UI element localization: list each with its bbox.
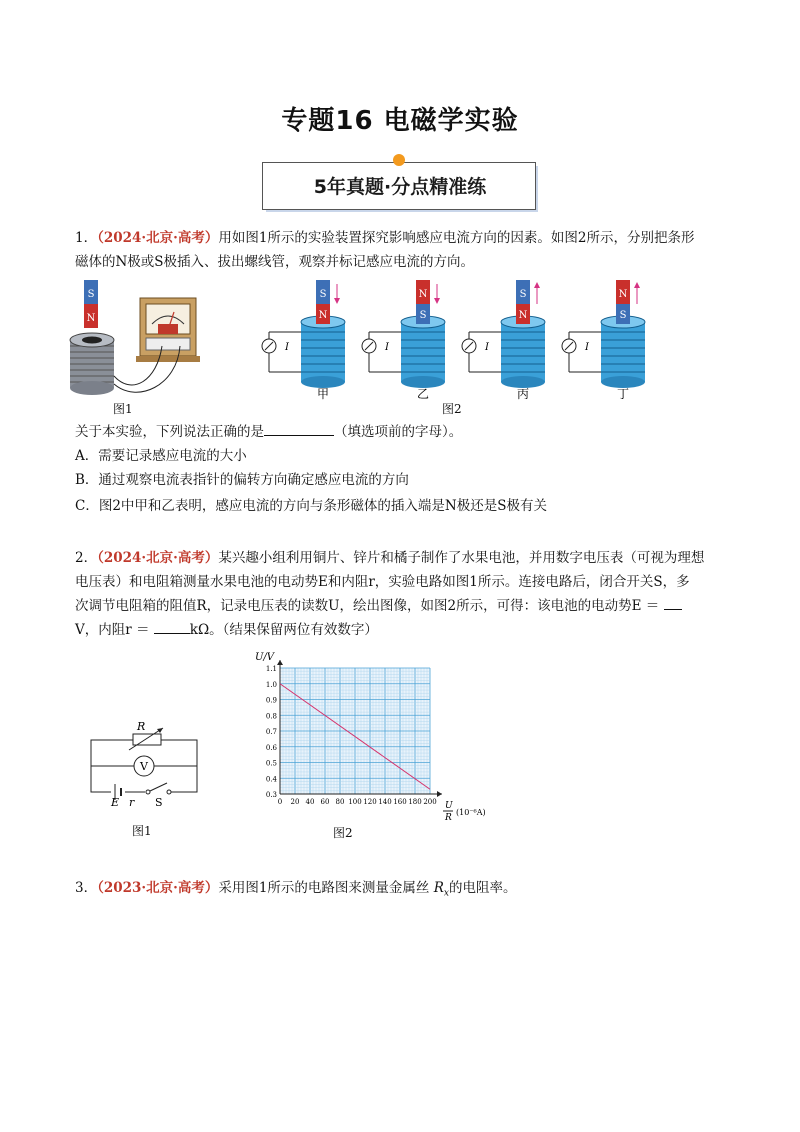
q1-stem <box>75 226 735 274</box>
yi-current-label: I <box>385 342 389 353</box>
q1-question-post: （填选项前的字母）。 <box>334 424 463 440</box>
y-tick-label: 0.5 <box>265 759 277 768</box>
q1-answer-blank[interactable] <box>264 421 334 436</box>
chart-ylabel: U/V <box>255 652 275 663</box>
banner-dot <box>393 154 405 166</box>
q2-fig1-caption: 图1 <box>132 824 152 838</box>
q2-text-line2: 电压表）和电阻箱测量水果电池的电动势E和内阻r，实验电路如图1所示。连接电路后，闭合开关S，多 <box>75 574 690 590</box>
fig1-magnet-s: S <box>87 289 95 300</box>
q1-figure2 <box>245 276 655 404</box>
label-jia: 甲 <box>317 387 330 401</box>
x-tick-label: 140 <box>378 798 392 806</box>
galvanometer <box>136 298 200 362</box>
x-axis-arrow <box>437 791 442 797</box>
q2-text-line4a: V，内阻r ＝ <box>75 622 150 638</box>
q2-resistance-blank[interactable] <box>154 619 190 634</box>
bing-current-label: I <box>485 342 489 353</box>
q1-question-pre: 关于本实验，下列说法正确的是 <box>75 424 264 440</box>
q3-stem <box>75 876 735 906</box>
x-tick-label: 120 <box>363 798 377 806</box>
label-ding: 丁 <box>617 387 630 401</box>
q1-fig1-caption: 图1 <box>113 402 133 416</box>
page-title: 专题16 电磁学实验 <box>281 106 519 136</box>
y-tick-label: 0.4 <box>265 775 277 784</box>
q2-text-line3: 次调节电阻箱的阻值R，记录电压表的读数U，绘出图像，如图2所示，可得：该电池的电动势E ＝ <box>75 598 660 614</box>
y-axis-arrow <box>277 660 283 665</box>
q3-source-tag: （2023·北京·高考） <box>97 880 219 896</box>
coil-bing <box>462 280 545 388</box>
yi-magnet-top: N <box>418 289 428 300</box>
x-tick-label: 100 <box>348 798 362 806</box>
y-tick-label: 1.0 <box>265 680 277 689</box>
x-tick-label: 60 <box>320 798 330 806</box>
q3-symbol-sub: x <box>443 888 449 899</box>
y-tick-label: 1.1 <box>265 665 277 673</box>
q1-source-tag: （2024·北京·高考） <box>97 230 219 246</box>
q2-circuit <box>85 716 215 808</box>
q1-text-line2: 磁体的N极或S极插入、拔出螺线管，观察并标记感应电流的方向。 <box>75 254 475 270</box>
label-r-box: R <box>137 720 146 733</box>
banner-text: 5年真题·分点精准练 <box>313 176 487 198</box>
q2-text-line1: 某兴趣小组利用铜片、锌片和橘子制作了水果电池，并用数字电压表（可视为理想 <box>218 550 705 566</box>
label-r-internal: r <box>129 796 135 808</box>
q2-number: 2． <box>75 550 98 566</box>
coil-ding <box>562 280 645 388</box>
coil-jia <box>262 280 345 388</box>
q1-number: 1． <box>75 230 98 246</box>
bar-magnet <box>84 280 98 328</box>
q3-text-pre: 采用图1所示的电路图来测量金属丝 <box>218 880 430 896</box>
fig1-magnet-n: N <box>86 313 96 324</box>
q2-fig2-caption: 图2 <box>333 826 353 840</box>
coil-yi <box>362 280 445 388</box>
q1-option-b: B．通过观察电流表指针的偏转方向确定感应电流的方向 <box>75 472 409 488</box>
q2-stem <box>75 546 735 642</box>
bing-magnet-bottom: N <box>518 310 528 321</box>
coil <box>70 333 114 395</box>
x-tick-label: 180 <box>408 798 422 806</box>
q2-chart <box>250 648 510 823</box>
q1-fig2-caption: 图2 <box>442 402 462 416</box>
resistor-box <box>133 734 161 745</box>
bing-magnet-top: S <box>519 289 527 300</box>
section-banner <box>262 162 538 212</box>
y-tick-label: 0.7 <box>265 728 277 736</box>
chart-xlabel-num: U <box>445 801 453 811</box>
q3-text-post: 的电阻率。 <box>448 880 517 896</box>
q2-text-line4b: kΩ。（结果保留两位有效数字） <box>189 622 378 638</box>
label-v: V <box>140 760 148 773</box>
q2-emf-blank[interactable] <box>664 595 682 610</box>
jia-magnet-top: S <box>319 289 327 300</box>
q1-option-c: C．图2中甲和乙表明，感应电流的方向与条形磁体的插入端是N极还是S极有关 <box>75 498 547 514</box>
y-tick-label: 0.6 <box>265 743 277 752</box>
q1-question <box>75 420 735 444</box>
chart-xlabel-den: R <box>445 813 452 823</box>
label-e: E <box>111 796 120 808</box>
y-tick-label: 0.8 <box>265 712 277 721</box>
x-tick-label: 40 <box>305 798 315 806</box>
ding-current-label: I <box>585 342 589 353</box>
x-tick-label: 160 <box>393 798 407 806</box>
x-tick-label: 200 <box>423 798 437 806</box>
chart-xlabel-unit: (10⁻⁶A) <box>456 808 486 817</box>
q1-figure1 <box>62 276 202 404</box>
q1-text-line1: 用如图1所示的实验装置探究影响感应电流方向的因素。如图2所示，分别把条形 <box>218 230 695 246</box>
q2-source-tag: （2024·北京·高考） <box>97 550 219 566</box>
y-tick-label: 0.3 <box>265 791 277 799</box>
label-yi: 乙 <box>417 387 430 401</box>
yi-magnet-bottom: S <box>419 310 427 321</box>
x-tick-label: 20 <box>290 798 300 806</box>
x-tick-label: 0 <box>277 798 283 806</box>
q3-symbol: R <box>433 880 444 896</box>
label-s: S <box>155 796 163 808</box>
jia-magnet-bottom: N <box>318 310 328 321</box>
y-tick-label: 0.9 <box>265 696 277 705</box>
q1-option-a: A．需要记录感应电流的大小 <box>75 448 247 464</box>
label-bing: 丙 <box>517 387 530 401</box>
jia-current-label: I <box>285 342 289 353</box>
q3-number: 3． <box>75 880 98 896</box>
chart-grid <box>280 668 430 794</box>
ding-magnet-top: N <box>618 289 628 300</box>
x-tick-label: 80 <box>335 798 345 806</box>
ding-magnet-bottom: S <box>619 310 627 321</box>
